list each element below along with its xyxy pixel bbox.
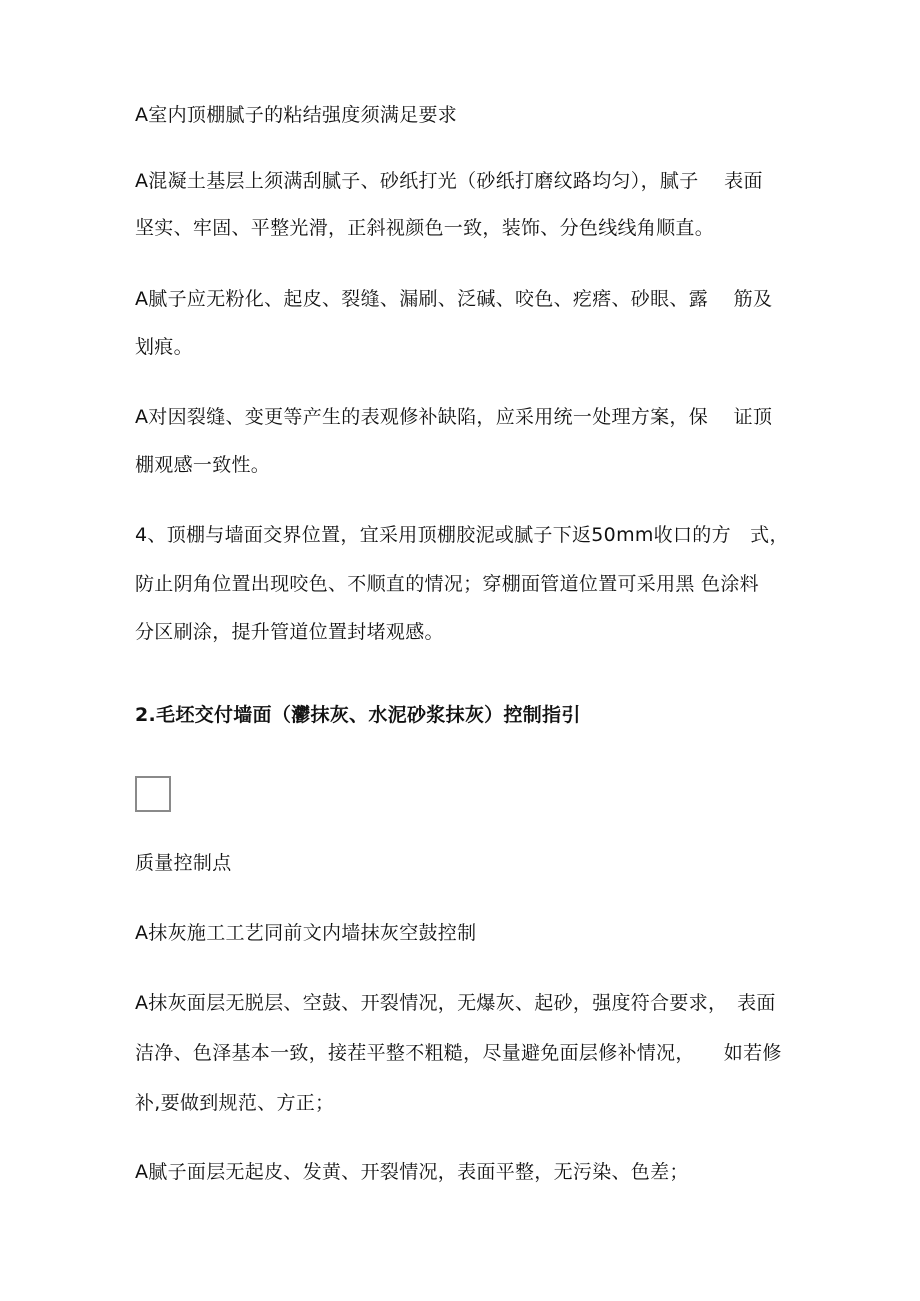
- paragraph-line: 分区刷涂，提升管道位置封堵观感。: [135, 621, 444, 643]
- paragraph-line: 4、顶棚与墙面交界位置，宜采用顶棚胶泥或腻子下返50mm收口的方 式，: [135, 524, 789, 546]
- paragraph-line: 洁净、色泽基本一致，接茬平整不粗糙，尽量避免面层修补情况， 如若修: [135, 1042, 782, 1064]
- paragraph-line: 防止阴角位置出现咬色、不顺直的情况；穿棚面管道位置可采用黑 色涂料: [135, 573, 759, 595]
- paragraph-line: A对因裂缝、变更等产生的表观修补缺陷，应采用统一处理方案，保 证顶: [135, 406, 773, 428]
- paragraph-line: A腻子应无粉化、起皮、裂缝、漏刷、泛碱、咬色、疙瘩、砂眼、露 筋及: [135, 288, 773, 310]
- paragraph-line: 划痕。: [135, 336, 193, 358]
- paragraph-line: A抹灰面层无脱层、空鼓、开裂情况，无爆灰、起砂，强度符合要求， 表面: [135, 992, 776, 1014]
- paragraph-line: A腻子面层无起皮、发黄、开裂情况，表面平整，无污染、色差；: [135, 1161, 689, 1183]
- paragraph-line: A混凝土基层上须满刮腻子、砂纸打光（砂纸打磨纹路均匀），腻子 表面: [135, 170, 763, 192]
- checkbox-image-placeholder: [135, 776, 171, 812]
- paragraph-line: 棚观感一致性。: [135, 454, 271, 476]
- section-heading: 2.毛坯交付墙面（灪抹灰、水泥砂浆抹灰）控制指引: [135, 704, 581, 726]
- paragraph-line: A抹灰施工工艺同前文内墙抹灰空鼓控制: [135, 922, 477, 944]
- paragraph-line: 坚实、牢固、平整光滑，正斜视颜色一致，装饰、分色线线角顺直。: [135, 217, 715, 239]
- paragraph-line: A室内顶棚腻子的粘结强度须满足要求: [135, 104, 458, 126]
- subheading: 质量控制点: [135, 852, 232, 874]
- paragraph-line: 补,要做到规范、方正；: [135, 1092, 335, 1114]
